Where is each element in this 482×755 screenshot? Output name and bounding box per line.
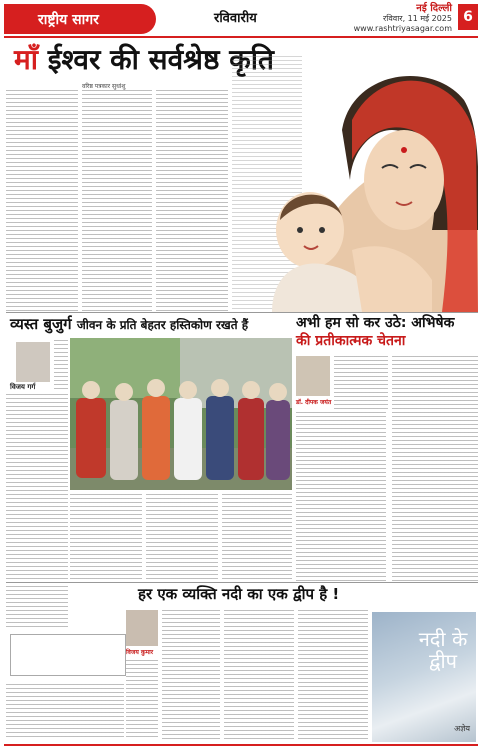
elderly-text-top	[54, 340, 68, 390]
abhishek-text-top	[334, 356, 388, 410]
abhishek-headline	[296, 314, 476, 350]
author-name-elderly: विजय गर्ग	[10, 383, 36, 391]
website: www.rashtriyasagar.com	[353, 24, 452, 33]
elderly-text-col-3	[146, 494, 218, 582]
masthead-rule	[4, 36, 478, 38]
abhishek-headline-line1: अभी हम सो कर उठे: अभिषेक	[296, 315, 455, 331]
info-box	[10, 634, 126, 676]
elderly-text-col-4	[222, 494, 292, 582]
author-photo-river	[126, 610, 158, 646]
elderly-text-col-2	[70, 494, 142, 582]
author-name-river: विजय कुमार	[126, 649, 154, 656]
elderly-headline-part1: व्यस्त बुजुर्ग	[10, 315, 72, 333]
river-text-col-3	[298, 610, 368, 740]
river-text-col-2	[224, 610, 294, 740]
book-title: नदी के द्वीप	[418, 627, 468, 673]
elderly-group-photo	[70, 338, 292, 490]
author-photo-elderly	[16, 342, 50, 382]
river-text-col-1	[162, 610, 220, 740]
masthead	[0, 0, 482, 40]
elderly-text-col-1	[6, 394, 68, 630]
footer-rule	[4, 744, 478, 746]
abhishek-text-col-1	[296, 412, 386, 582]
section-divider-1	[6, 312, 478, 313]
edition-date: रविवार, 11 मई 2025	[382, 14, 452, 23]
brand-name: राष्ट्रीय सागर	[38, 12, 99, 28]
edition-info	[354, 4, 452, 34]
book-author: अज्ञेय	[454, 724, 470, 733]
book-cover	[372, 612, 476, 742]
abhishek-text-col-2	[392, 356, 478, 582]
elderly-headline-part2: जीवन के प्रति बेहतर हस्तिकोण रखते हैं	[76, 318, 249, 332]
lead-headline-accent: माँ	[14, 43, 38, 76]
footer-text	[6, 684, 124, 740]
mother-child-illustration	[232, 50, 478, 312]
river-text-col-0	[126, 660, 158, 740]
lead-text-col-3	[156, 90, 228, 312]
page-number: 6	[458, 4, 478, 30]
abhishek-headline-line2: की प्रतीकात्मक चेतना	[296, 333, 406, 349]
author-photo-abhishek	[296, 356, 330, 396]
author-name-abhishek: डॉ. दीपक जयंत	[296, 399, 332, 406]
lead-text-col-2	[82, 90, 152, 312]
section-divider-2	[6, 582, 478, 583]
brand-logo	[4, 4, 156, 34]
river-headline: हर एक व्यक्ति नदी का एक द्वीप है !	[138, 585, 340, 603]
section-title: रविवारीय	[214, 11, 257, 26]
lead-byline: वरिष्ठ पत्रकार सुधांशु	[82, 83, 126, 90]
lead-text-col-1	[6, 90, 78, 312]
edition-city: नई दिल्ली	[416, 3, 452, 14]
elderly-headline	[10, 314, 248, 334]
lead-headline-text: ईश्वर की सर्वश्रेष्ठ कृति	[47, 43, 274, 76]
